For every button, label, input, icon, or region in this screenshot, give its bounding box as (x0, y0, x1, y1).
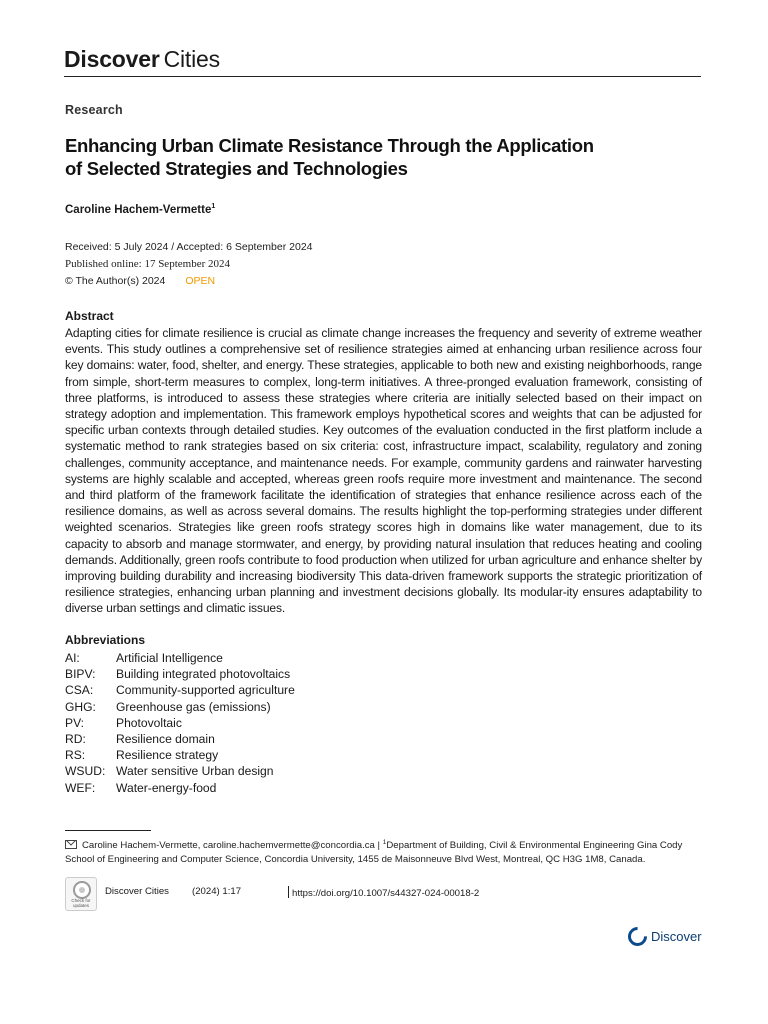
title-line-2: of Selected Strategies and Technologies (65, 158, 408, 179)
abbreviation-row (65, 666, 295, 682)
abbreviation-row (65, 747, 295, 763)
crossmark-caption: Check for updates (71, 898, 91, 908)
affiliation: Department of Building, Civil & Environmental Engineering Gina Cody School of Engineering and Computer Science, Concordia University, 1455 de Maisonneuve Blvd West, Montreal, QC H3G 1M8, Canada. (65, 840, 683, 865)
abbreviation-key: GHG: (65, 699, 96, 714)
journal-title (64, 44, 701, 74)
abbreviation-row (65, 763, 295, 779)
abbreviation-key: RD: (65, 732, 86, 747)
abbreviation-key: PV: (65, 715, 85, 730)
publication-dates (65, 239, 313, 290)
abbreviation-row (65, 780, 295, 796)
abbreviation-key: WEF: (65, 780, 96, 795)
abbreviation-row (65, 682, 295, 698)
abbreviation-key: WSUD: (65, 764, 106, 779)
journal-header (64, 44, 701, 77)
abbreviation-value: Building integrated photovoltaics (116, 667, 291, 682)
open-access-badge: OPEN (185, 275, 216, 287)
footnote (65, 836, 710, 866)
abbreviation-key: CSA: (65, 683, 94, 698)
abbreviation-key: BIPV: (65, 667, 96, 682)
article-title (65, 134, 625, 180)
author[interactable] (65, 203, 215, 216)
published-online: Published online: 17 September 2024 (65, 258, 230, 270)
journal-sub: Cities (163, 46, 220, 72)
abbreviations-list (65, 650, 295, 796)
abbreviation-value: Resilience strategy (116, 748, 219, 763)
author-affiliation-mark: 1 (211, 203, 216, 210)
doi-link[interactable]: https://doi.org/10.1007/s44327-024-00018-2 (288, 886, 479, 899)
crossmark-icon (73, 881, 91, 899)
received-accepted: Received: 5 July 2024 / Accepted: 6 September 2024 (65, 241, 313, 253)
abbreviation-value: Water sensitive Urban design (116, 764, 274, 779)
abbreviation-value: Artificial Intelligence (116, 651, 223, 665)
citation-journal: Discover Cities (105, 886, 169, 897)
abbreviation-value: Community-supported agriculture (116, 683, 295, 698)
check-for-updates-badge[interactable] (65, 877, 97, 911)
envelope-icon[interactable] (65, 840, 77, 849)
abbreviation-row (65, 650, 295, 666)
abbreviation-row (65, 731, 295, 747)
journal-brand: Discover (64, 46, 160, 72)
abbreviation-value: Resilience domain (116, 732, 215, 747)
title-line-1: Enhancing Urban Climate Resistance Through the Application (65, 135, 594, 156)
footnote-separator: | (374, 840, 383, 852)
publisher-name: Discover (651, 929, 702, 944)
abstract-heading: Abstract (65, 309, 114, 323)
copyright-line (65, 273, 313, 290)
abbreviation-key: RS: (65, 748, 86, 763)
author-name: Caroline Hachem-Vermette (65, 203, 212, 216)
author-email[interactable]: Caroline Hachem-Vermette, caroline.hachemvermette@concordia.ca (82, 840, 375, 852)
abbreviation-value: Water-energy-food (116, 780, 217, 795)
copyright: © The Author(s) 2024 (65, 275, 166, 287)
abbreviation-value: Greenhouse gas (emissions) (116, 699, 271, 714)
affiliation-mark: 1 (382, 839, 387, 846)
publisher-logo (628, 927, 702, 946)
discover-logo-icon (624, 923, 651, 950)
abbreviation-value: Photovoltaic (116, 715, 182, 730)
abbreviations-heading: Abbreviations (65, 633, 146, 647)
abstract-text: Adapting cities for climate resilience is crucial as climate change increases the frequency and severity of extreme weather events. This study outlines a comprehensive set of resilience strategies aimed at enhancing urban resilience across four key domains: water, food, shelter, and energy. These strategies, applicable to both new and existing neighborhoods, range from simple, short-term measures to complex, long-term initiatives. A three-pronged evaluation framework, consisting of three platforms, is introduced to assess these strategies where criteria are initially selected based on their impact on strategy adoption and implementation. This framework employs hypothetical scores and weights that can be adjusted for specific urban contexts through detailed studies. Key outcomes of the evaluation conducted in the first platform include a systematic method to rank strategies based on six criteria: cost, infrastructure impact, scalability, regulatory and zoning challenges, community acceptance, and maintenance needs. For example, community gardens and rainwater harvesting systems are highly scalable and accepted, whereas green roofs require more investment and maintenance. The second and third platform of the framework facilitate the identification of strategies that enhance resilience across each of the resilience domains, as well as across several domains. The results highlight the top-performing strategies under different weighted scenarios. Strategies like green roofs strategy scores high in domains like water management, due to its capacity to absorb and manage stormwater, and energy, by providing natural insulation that reduces heating and cooling demands. Additionally, green roofs contribute to food production when utilized for urban agriculture and enhance shelter by improving building durability and increasing biodiversity This data-driven framework supports the strategic prioritization of resilience strategies, enhancing urban planning and investment decisions globally. Its modular-ity ensures adaptability to diverse urban settings and climatic issues. (65, 326, 702, 616)
article-type: Research (65, 103, 123, 117)
citation-volume: (2024) 1:17 (192, 886, 242, 897)
footnote-rule (65, 830, 151, 831)
abbreviation-row (65, 715, 295, 731)
abbreviation-row (65, 699, 295, 715)
abbreviation-key: AI: (65, 651, 80, 665)
